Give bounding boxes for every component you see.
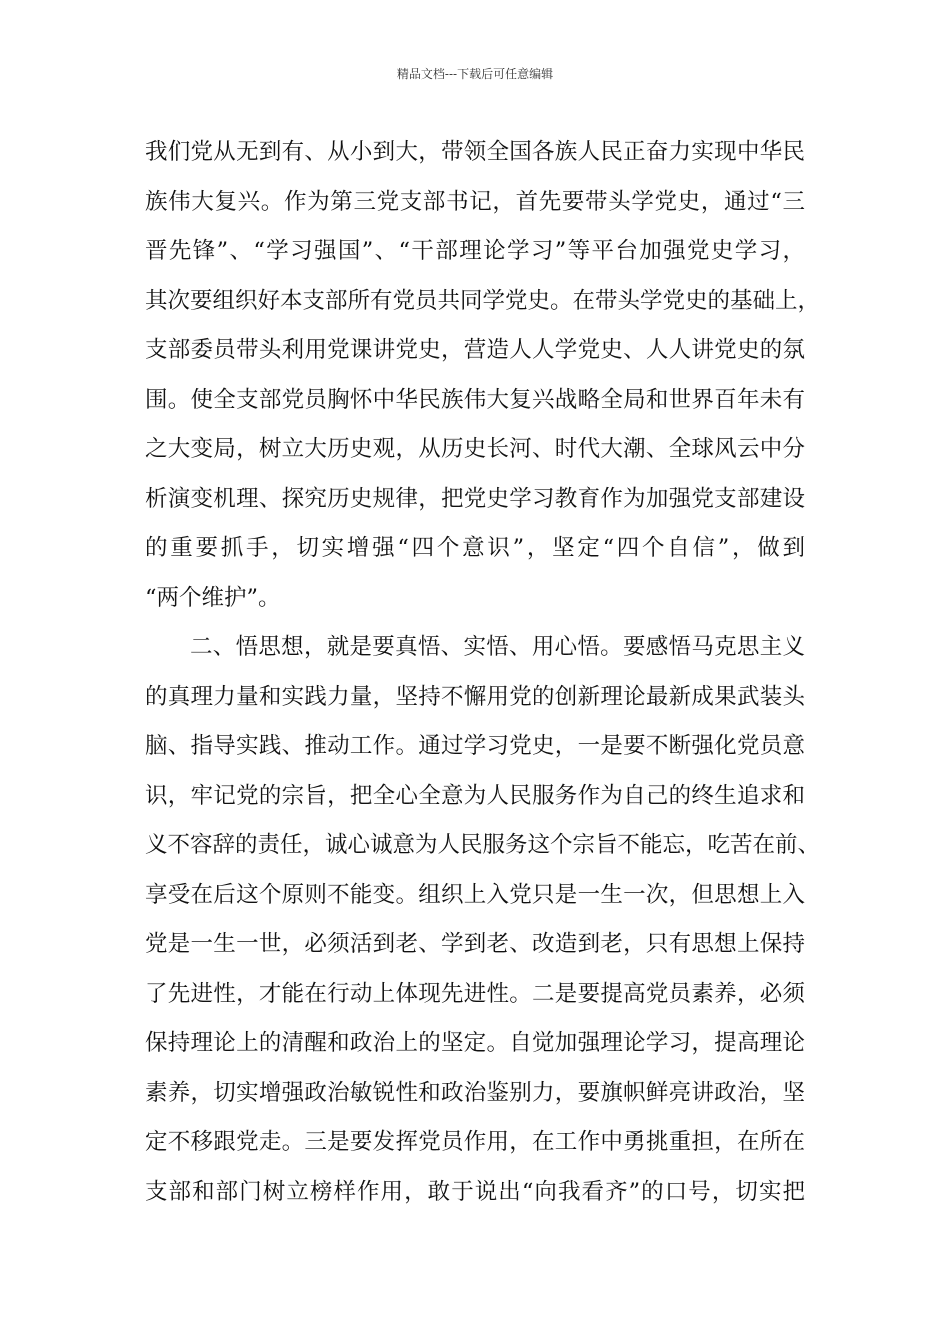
paragraph-1	[145, 128, 821, 623]
text-line: 我们党从无到有、从小到大，带领全国各族人民正奋力实现中华民	[145, 139, 805, 165]
text-line: 其次要组织好本支部所有党员共同学党史。在带头学党史的基础上，	[145, 287, 821, 314]
text-line: 定不移跟党走。三是要发挥党员作用，在工作中勇挑重担，在所在	[145, 1129, 805, 1155]
text-line: 的重要抓手，切实增强“四个意识”，坚定“四个自信”，做到	[145, 535, 805, 561]
text-line: 素养，切实增强政治敏锐性和政治鉴别力，要旗帜鲜亮讲政治，坚	[145, 1079, 805, 1106]
text-line: 的真理力量和实践力量，坚持不懈用党的创新理论最新成果武装头	[145, 683, 805, 710]
text-line: 族伟大复兴。作为第三党支部书记，首先要带头学党史，通过“三	[145, 188, 805, 215]
text-line: 之大变局，树立大历史观，从历史长河、时代大潮、全球风云中分	[145, 436, 805, 462]
text-line: 围。使全支部党员胸怀中华民族伟大复兴战略全局和世界百年未有	[145, 386, 805, 413]
text-line: 义不容辞的责任，诚心诚意为人民服务这个宗旨不能忘，吃苦在前、	[145, 832, 821, 858]
text-line: 党是一生一世，必须活到老、学到老、改造到老，只有思想上保持	[145, 931, 805, 957]
text-line: 识，牢记党的宗旨，把全心全意为人民服务作为自己的终生追求和	[145, 782, 805, 809]
text-line: 了先进性，才能在行动上体现先进性。二是要提高党员素养，必须	[145, 980, 805, 1007]
text-line: 脑、指导实践、推动工作。通过学习党史，一是要不断强化党员意	[145, 733, 805, 759]
text-line: 析演变机理、探究历史规律，把党史学习教育作为加强党支部建设	[145, 485, 805, 512]
document-body	[145, 128, 821, 1217]
text-line: 支部和部门树立榜样作用，敢于说出“向我看齐”的口号，切实把	[145, 1178, 805, 1205]
text-line: “两个维护”。	[145, 584, 281, 611]
text-line: 晋先锋”、“学习强国”、“干部理论学习”等平台加强党史学习，	[145, 238, 805, 264]
text-line: 保持理论上的清醒和政治上的坚定。自觉加强理论学习，提高理论	[145, 1030, 805, 1056]
text-line: 享受在后这个原则不能变。组织上入党只是一生一次，但思想上入	[145, 881, 805, 908]
text-line: 支部委员带头利用党课讲党史，营造人人学党史、人人讲党史的氛	[145, 337, 805, 363]
paragraph-2	[145, 623, 821, 1217]
text-line: 二、悟思想，就是要真悟、实悟、用心悟。要感悟马克思主义	[190, 634, 805, 660]
page-header: 精品文档---下载后可任意编辑	[396, 67, 554, 81]
